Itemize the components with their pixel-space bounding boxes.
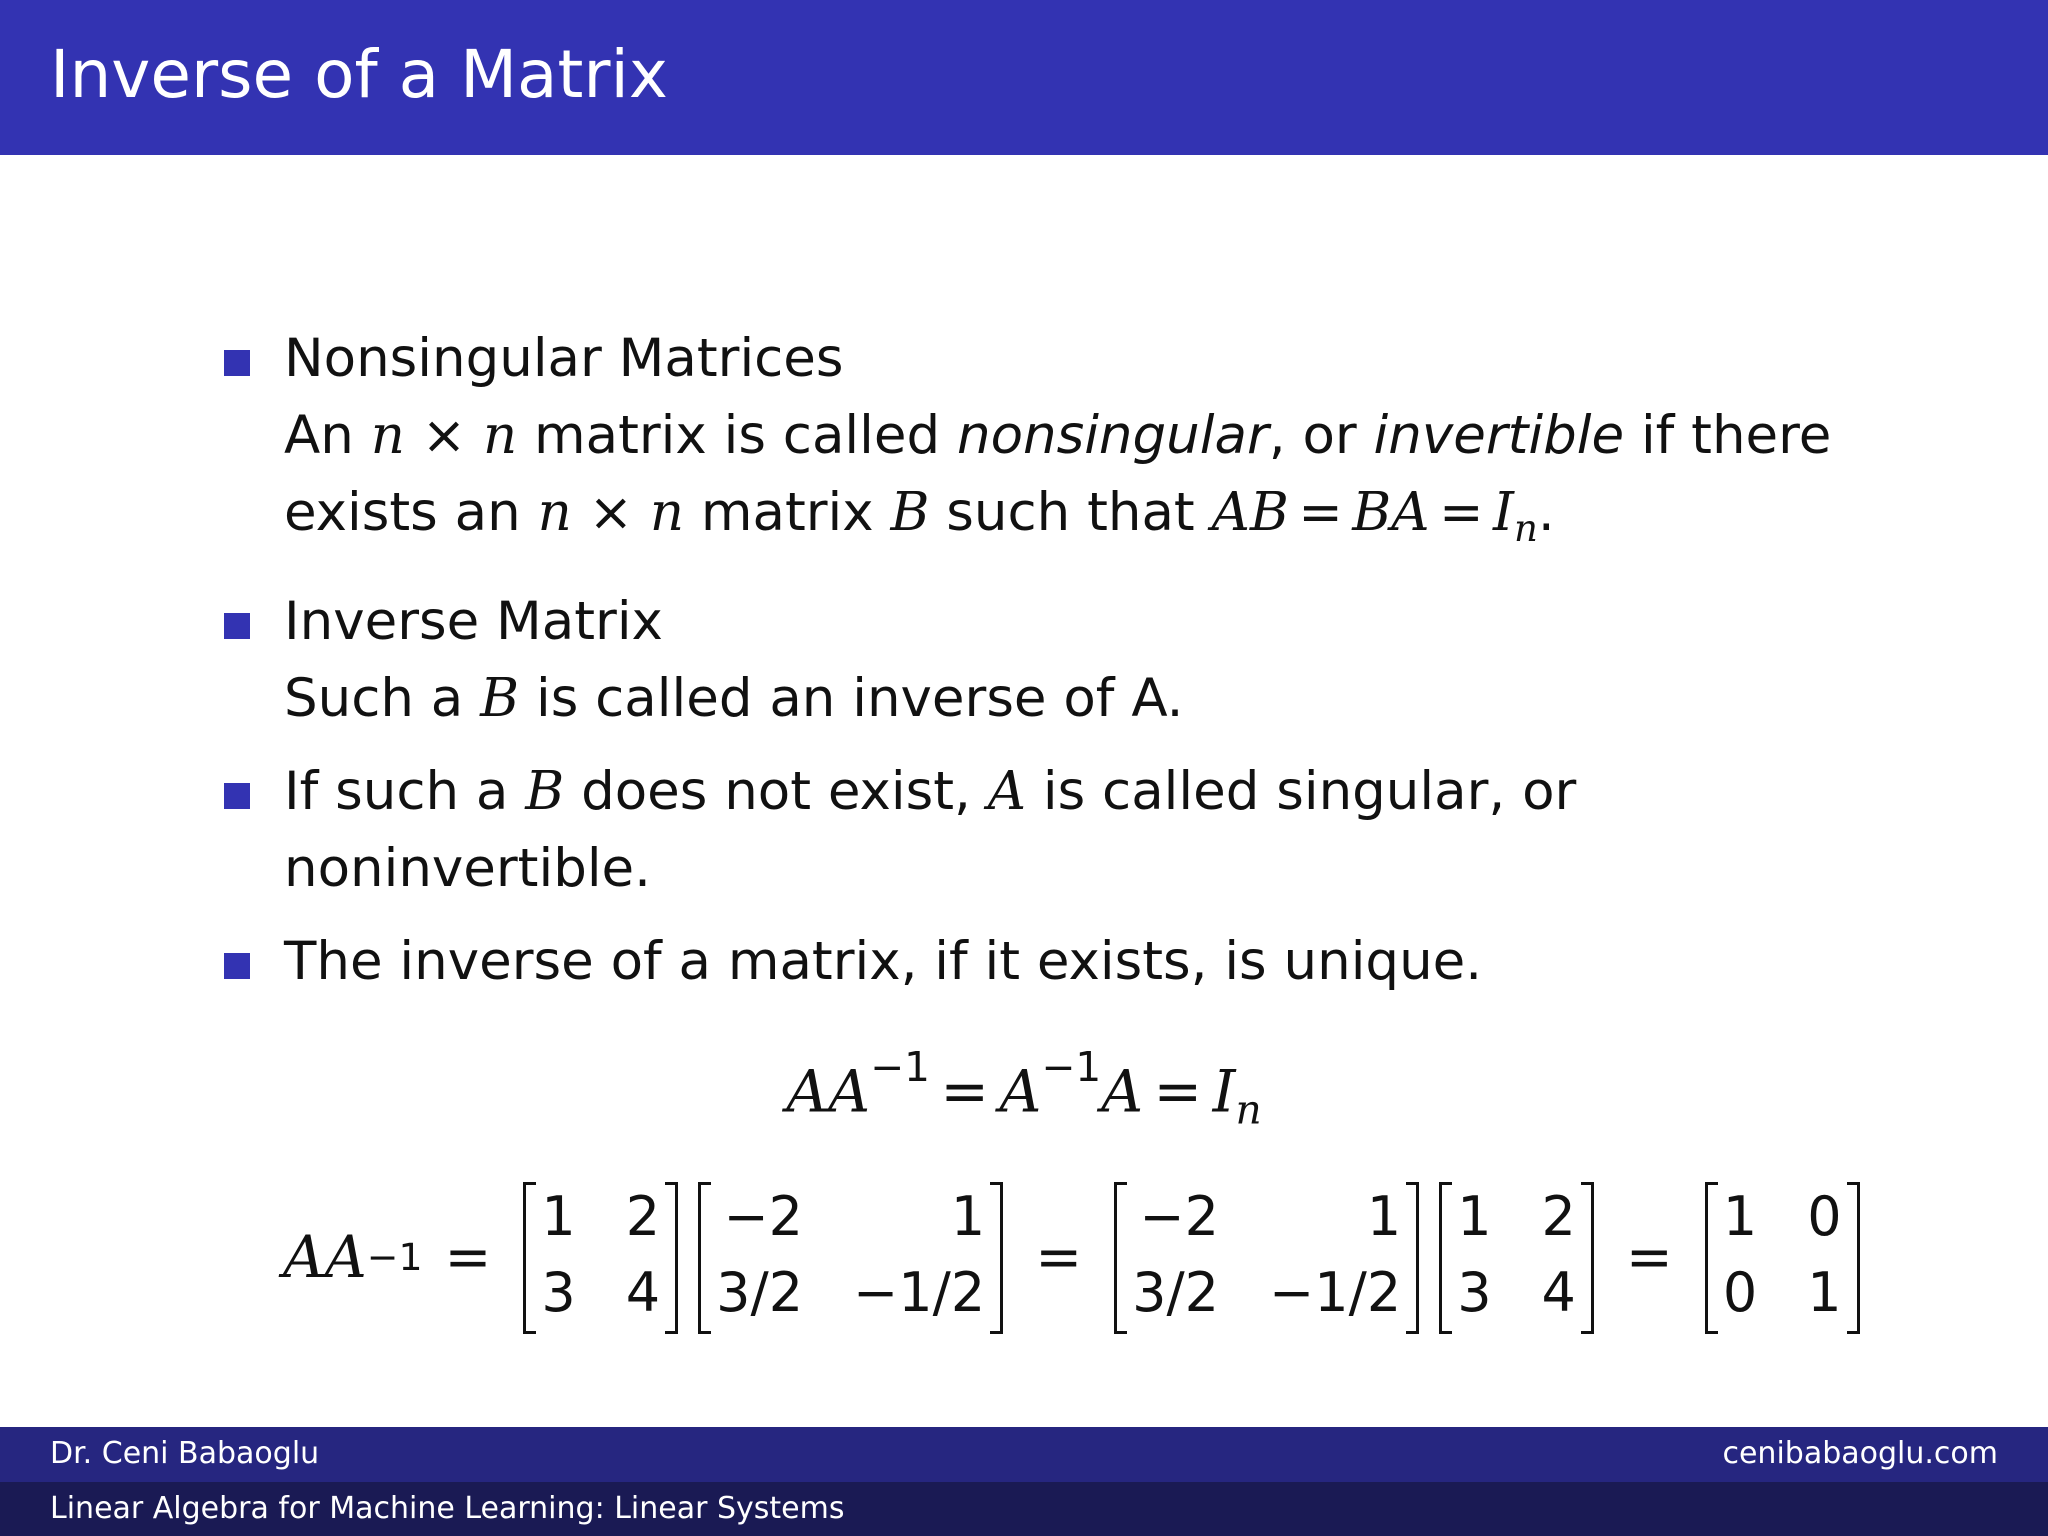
matrix-a <box>523 1180 678 1334</box>
matrix-cell: 1 <box>1807 1261 1842 1324</box>
bullet-unique <box>224 923 1924 1000</box>
footer-author: Dr. Ceni Babaoglu <box>50 1436 320 1471</box>
math-symbol: B <box>525 761 565 823</box>
math-subscript: n <box>1513 507 1538 551</box>
matrix-cell: 4 <box>1541 1261 1576 1324</box>
text-fragment: Such a <box>284 668 464 730</box>
inverse-definition <box>284 660 1924 737</box>
bullet-inverse <box>224 583 1924 737</box>
text-fragment: , or <box>1268 405 1357 466</box>
bullet-heading: Inverse Matrix <box>284 591 663 653</box>
definition-line-1 <box>284 397 1924 474</box>
singular-line-2: noninvertible. <box>284 838 652 900</box>
matrix-cell: 1 <box>1457 1185 1492 1248</box>
math-superscript: −1 <box>870 1043 930 1091</box>
matrix-cell: −2 <box>1139 1185 1220 1248</box>
bullet-list <box>224 320 1924 1000</box>
text-fragment: does not exist, <box>581 761 971 823</box>
math-symbol: BA <box>1352 482 1430 543</box>
bullet-heading: Nonsingular Matrices <box>284 328 844 389</box>
matrix-cell: 1 <box>1366 1185 1402 1248</box>
bullet-square-icon <box>224 350 250 376</box>
times-symbol: × <box>588 482 633 543</box>
bullet-nonsingular <box>224 320 1924 567</box>
matrix-cell: −1/2 <box>1269 1261 1402 1324</box>
math-symbol: AA <box>786 1057 871 1126</box>
equals-symbol: = <box>1625 1224 1673 1290</box>
matrix-cell: 0 <box>1722 1261 1758 1324</box>
term-invertible: invertible <box>1373 405 1625 466</box>
math-symbol: A <box>987 761 1027 823</box>
bullet-square-icon <box>224 953 250 979</box>
matrix-cell: 1 <box>1722 1185 1758 1248</box>
matrix-cell: 4 <box>625 1261 661 1324</box>
math-superscript: −1 <box>1041 1043 1102 1091</box>
footer-course-bar <box>0 1482 2048 1536</box>
matrix-cell: 3 <box>1457 1261 1492 1324</box>
inverse-identity-equation <box>0 1043 2048 1134</box>
matrix-cell: 1 <box>950 1185 986 1248</box>
times-symbol: × <box>421 405 467 466</box>
footer-course-title: Linear Algebra for Machine Learning: Linear Systems <box>50 1491 845 1526</box>
bullet-square-icon <box>224 613 250 639</box>
text-fragment: is called singular, or <box>1042 761 1577 823</box>
matrix-cell: −1/2 <box>853 1261 986 1324</box>
matrix-a-inverse <box>698 1180 1003 1334</box>
slide-title: Inverse of a Matrix <box>50 36 668 113</box>
math-superscript: −1 <box>366 1235 423 1279</box>
equals-symbol: = <box>940 1057 990 1126</box>
math-symbol: n <box>649 482 684 543</box>
bullet-square-icon <box>224 783 250 809</box>
math-symbol: I <box>1493 482 1514 543</box>
equals-symbol: = <box>444 1224 492 1290</box>
matrix-a <box>1439 1180 1594 1334</box>
text-fragment: such that <box>946 482 1195 543</box>
math-subscript: n <box>1235 1085 1262 1134</box>
text-fragment: An <box>284 405 354 466</box>
math-symbol: AB <box>1211 482 1289 543</box>
math-symbol: B <box>890 482 930 543</box>
math-symbol: AA <box>283 1223 367 1291</box>
term-nonsingular: nonsingular <box>956 405 1269 466</box>
equals-symbol: = <box>1035 1224 1083 1290</box>
math-symbol: A <box>1101 1057 1144 1126</box>
math-symbol: A <box>999 1057 1042 1126</box>
matrix-cell: 3/2 <box>716 1261 804 1324</box>
matrix-cell: 3/2 <box>1132 1261 1220 1324</box>
text-fragment: . <box>1537 482 1555 543</box>
text-fragment: if there <box>1640 405 1832 466</box>
matrix-cell: 0 <box>1807 1185 1842 1248</box>
matrix-cell: 2 <box>1541 1185 1576 1248</box>
math-symbol: n <box>537 482 572 543</box>
footer-author-bar <box>0 1427 2048 1482</box>
math-symbol: I <box>1212 1057 1236 1126</box>
singular-line-1 <box>284 753 1924 830</box>
equals-symbol: = <box>1439 482 1484 543</box>
equals-symbol: = <box>1153 1057 1203 1126</box>
matrix-product-equation <box>283 1180 1870 1334</box>
bullet-singular <box>224 753 1924 907</box>
text-fragment: matrix is called <box>534 405 941 466</box>
matrix-cell: −2 <box>723 1185 804 1248</box>
matrix-cell: 3 <box>541 1261 576 1324</box>
footer-website: cenibabaoglu.com <box>1722 1436 1998 1471</box>
matrix-cell: 2 <box>625 1185 661 1248</box>
math-symbol: n <box>370 405 405 466</box>
unique-text: The inverse of a matrix, if it exists, is unique. <box>284 931 1483 993</box>
definition-line-2 <box>284 474 1924 567</box>
math-symbol: n <box>483 405 518 466</box>
text-fragment: If such a <box>284 761 509 823</box>
matrix-cell: 1 <box>541 1185 576 1248</box>
math-symbol: B <box>480 668 520 730</box>
text-fragment: is called an inverse of A. <box>535 668 1184 730</box>
text-fragment: exists an <box>284 482 521 543</box>
text-fragment: matrix <box>700 482 874 543</box>
title-bar <box>0 0 2048 155</box>
matrix-a-inverse <box>1114 1180 1419 1334</box>
equals-symbol: = <box>1298 482 1343 543</box>
identity-matrix <box>1705 1180 1860 1334</box>
